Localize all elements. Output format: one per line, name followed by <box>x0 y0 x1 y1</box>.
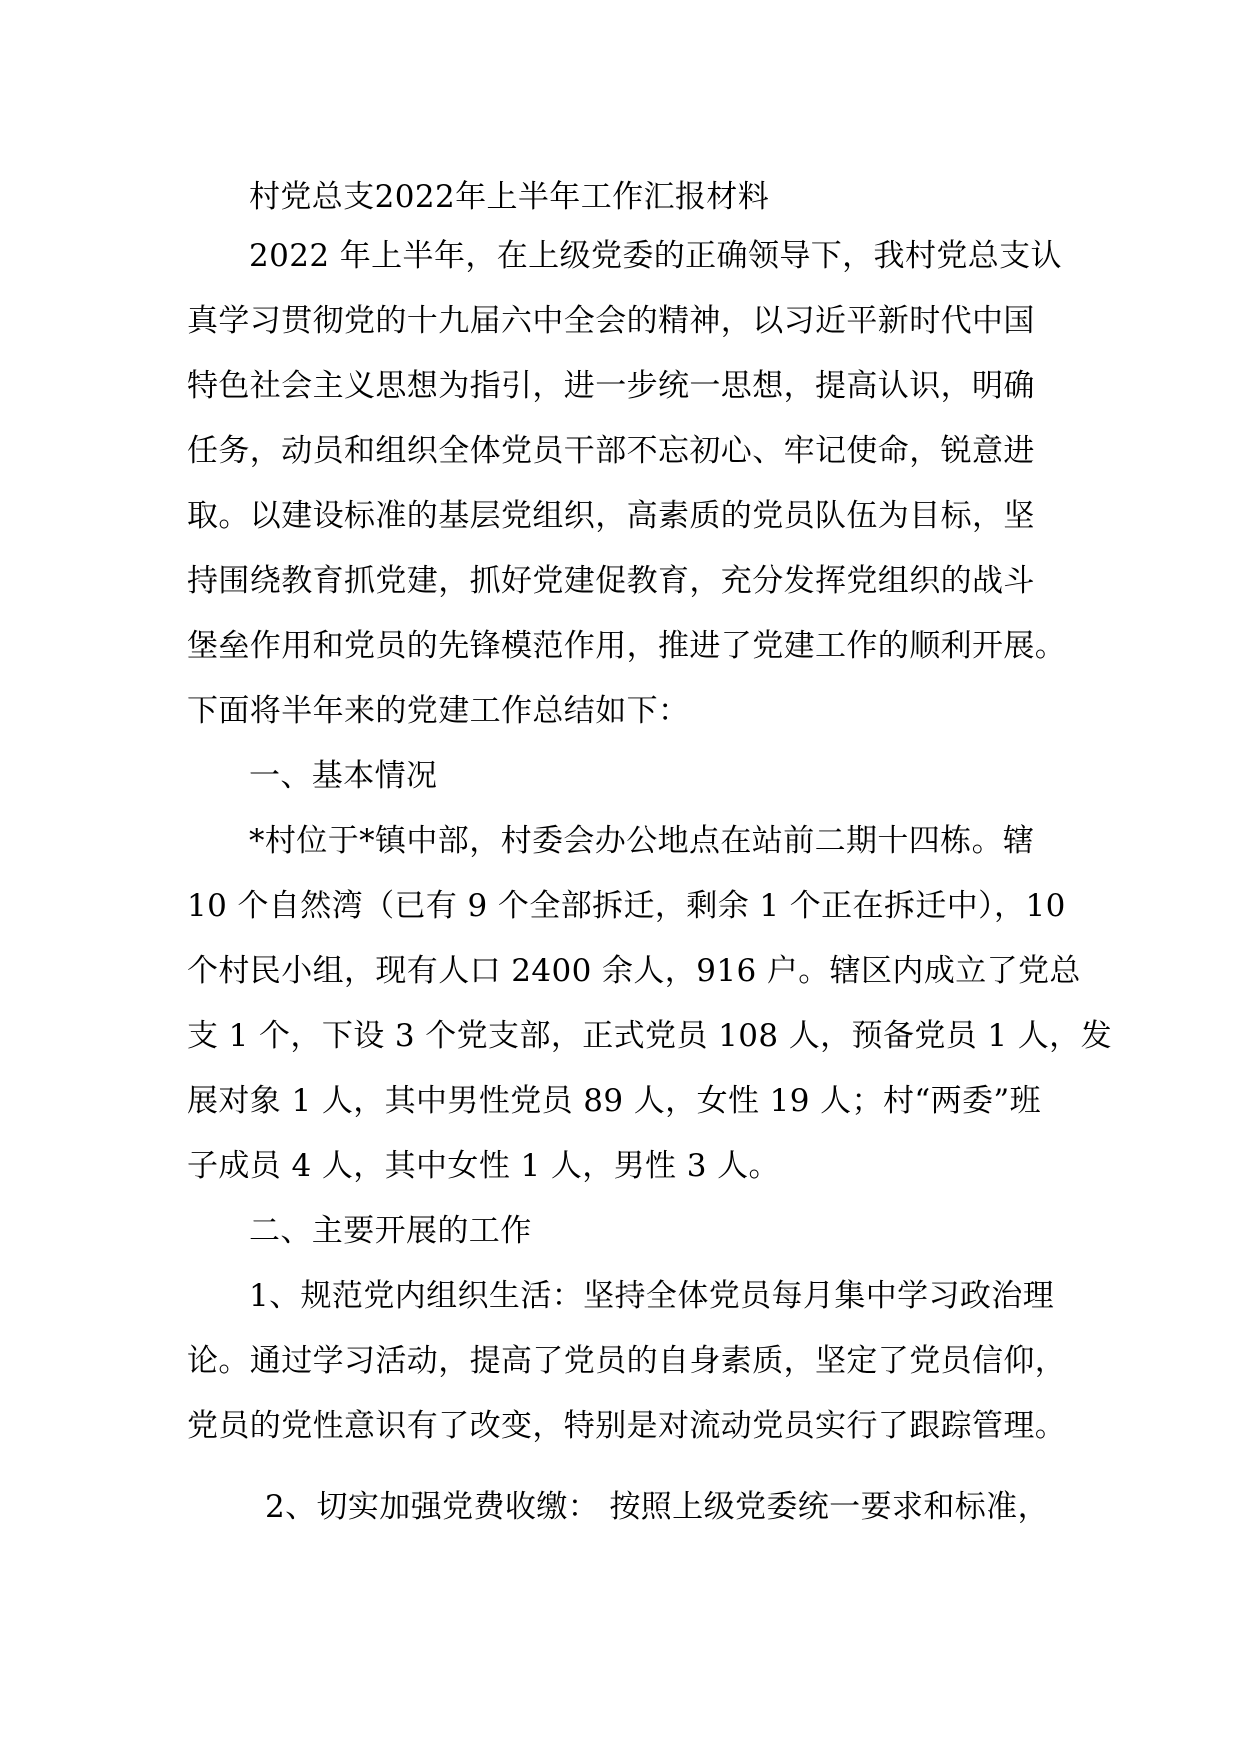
intro-paragraph-line: 任务，动员和组织全体党员干部不忘初心、牢记使命，锐意进 <box>187 433 1035 469</box>
intro-paragraph-line: 2022 年上半年，在上级党委的正确领导下，我村党总支认 <box>249 238 1062 274</box>
work-item-1-line: 论。通过学习活动，提高了党员的自身素质，坚定了党员信仰， <box>187 1343 1067 1379</box>
intro-paragraph-line: 取。以建设标准的基层党组织，高素质的党员队伍为目标，坚 <box>187 498 1035 534</box>
basic-info-line: 10 个自然湾（已有 9 个全部拆迁，剩余 1 个正在拆迁中），10 <box>187 888 1066 924</box>
basic-info-line: 个村民小组，现有人口 2400 余人，916 户。辖区内成立了党总 <box>187 953 1081 989</box>
intro-paragraph-line: 堡垒作用和党员的先锋模范作用，推进了党建工作的顺利开展。 <box>187 628 1067 664</box>
work-item-1-line: 1、规范党内组织生活：坚持全体党员每月集中学习政治理 <box>249 1278 1055 1314</box>
intro-paragraph-line: 特色社会主义思想为指引，进一步统一思想，提高认识，明确 <box>187 368 1035 404</box>
basic-info-line: 子成员 4 人，其中女性 1 人，男性 3 人。 <box>187 1148 780 1184</box>
intro-paragraph-line: 真学习贯彻党的十九届六中全会的精神，以习近平新时代中国 <box>187 303 1035 339</box>
work-item-2-line: 2、切实加强党费收缴： 按照上级党委统一要求和标准， <box>265 1489 1049 1525</box>
work-item-1-line: 党员的党性意识有了改变，特别是对流动党员实行了跟踪管理。 <box>187 1408 1067 1444</box>
basic-info-line: 展对象 1 人，其中男性党员 89 人，女性 19 人；村“两委”班 <box>187 1083 1042 1119</box>
document-body <box>187 170 1112 1540</box>
section-heading-main-work: 二、主要开展的工作 <box>249 1213 532 1249</box>
section-heading-basic-info: 一、基本情况 <box>249 758 438 794</box>
intro-paragraph-line: 下面将半年来的党建工作总结如下： <box>187 693 690 729</box>
intro-paragraph-line: 持围绕教育抓党建，抓好党建促教育，充分发挥党组织的战斗 <box>187 563 1035 599</box>
document-title: 村党总支2022年上半年工作汇报材料 <box>249 179 770 215</box>
basic-info-line: *村位于*镇中部，村委会办公地点在站前二期十四栋。辖 <box>249 823 1035 859</box>
basic-info-line: 支 1 个，下设 3 个党支部，正式党员 108 人，预备党员 1 人，发 <box>187 1018 1112 1054</box>
